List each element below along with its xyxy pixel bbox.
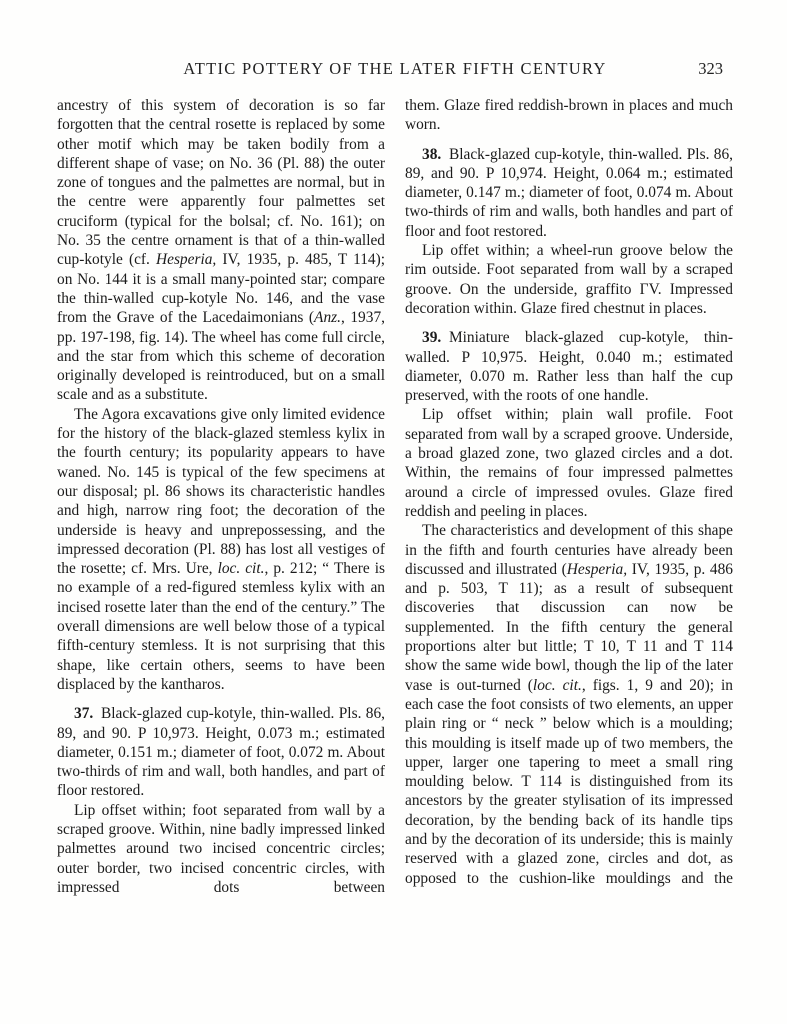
paragraph: [405, 405, 733, 521]
entry-number: 38.: [422, 145, 442, 163]
catalog-entry-38: [405, 145, 733, 241]
paragraph: [57, 405, 385, 694]
catalog-entry-37: [57, 704, 385, 800]
text-run: Lip offset within; plain wall profile. Foot separated from wall by a scraped groove. Underside, a broad glazed zone, two glazed circles and a dot. Within, the remains of four impressed palmettes around a circle of impressed ovules. Glaze fired reddish and peeling in places.: [405, 406, 733, 520]
paragraph: [57, 801, 385, 897]
citation-italic: loc. cit.: [217, 560, 265, 578]
text-run: them. Glaze fired reddish-brown in places and much worn.: [405, 97, 733, 134]
text-run: Lip offet within; a wheel-run groove below the rim outside. Foot separated from wall by a scraped groove. On the underside, graffito ΓV. Impressed decoration within. Glaze fired chestnut in places.: [405, 242, 733, 317]
column-left: [57, 96, 385, 897]
text-run: IV, 1935, p. 485, T 114); on No. 144 it is a small many-pointed star; compare the thin-walled cup-kotyle No. 146, and the vase from the Grave of the Lacedaimonians (: [57, 251, 385, 327]
citation-italic: Anz.: [314, 309, 341, 327]
entry-number: 39.: [422, 329, 442, 347]
paragraph: [405, 241, 733, 318]
text-run: , 1937, pp. 197-198, fig. 14). The wheel has come full circle, and the star from which this scheme of decoration originally developed is reintroduced, but on a small scale and as a substitute.: [57, 309, 385, 404]
column-right: [405, 96, 733, 897]
text-run: The Agora excavations give only limited evidence for the history of the black-glazed stemless kylix in the fourth century; its popularity appears to have waned. No. 145 is typical of the few specimens at our disposal; pl. 86 shows its characteristic handles and high, narrow ring foot; the decoration of the underside is heavy and unprepossessing, and the impressed decoration (Pl. 88) has lost all vestiges of the rosette; cf. Mrs. Ure,: [57, 405, 385, 578]
text-run: IV, 1935, p. 486 and p. 503, T 11); as a result of subsequent discoveries that discussion can now be supplemented. In the fifth century the general proportions alter but little; T 10, T 11 and T 114 show the same wide bowl, though the lip of the later vase is out-turned (: [405, 560, 733, 694]
paragraph: [405, 96, 733, 135]
text-columns: [0, 81, 787, 897]
catalog-entry-39: [405, 328, 733, 405]
text-run: Miniature black-glazed cup-kotyle, thin-walled. P 10,975. Height, 0.040 m.; estimated diameter, 0.070 m. Rather less than half the cup preserved, with the roots of one handle.: [405, 329, 733, 405]
text-run: ancestry of this system of decoration is so far forgotten that the central rosette is replaced by some other motif which may be taken bodily from a different shape of vase; on No. 36 (Pl. 88) the outer zone of tongues and the palmettes are normal, but in the centre were apparently four palmettes set cruciform (typical for the bolsal; cf. No. 161); on No. 35 the centre ornament is that of a thin-walled cup-kotyle (cf.: [57, 97, 385, 269]
citation-italic: Hesperia,: [156, 251, 217, 269]
page-number: 323: [698, 59, 723, 78]
paragraph: [57, 96, 385, 405]
citation-italic: Hesperia,: [566, 560, 628, 578]
paragraph: [405, 521, 733, 888]
text-run: Black-glazed cup-kotyle, thin-walled. Pls. 86, 89, and 90. P 10,974. Height, 0.064 m.; estimated diameter, 0.147 m.; diameter of foot, 0.074 m. About two-thirds of rim and walls, both handles and part of floor and foot restored.: [405, 145, 733, 240]
text-run: The characteristics and development of this shape in the fifth and fourth centuries have already been discussed and illustrated (: [405, 522, 733, 578]
text-run: , p. 212; “ There is no example of a red-figured stemless kylix with an incised rosette later than the end of the century.” The overall dimensions are well below those of a typical fifth-century stemless. It is not surprising that this shape, like certain others, seems to have been displaced by the kantharos.: [57, 560, 385, 693]
text-run: Lip offset within; foot separated from wall by a scraped groove. Within, nine badly impressed linked palmettes around two incised concentric circles; outer border, two incised concentric circles, with impressed dots between: [57, 801, 385, 896]
text-run: Black-glazed cup-kotyle, thin-walled. Pls. 86, 89, and 90. P 10,973. Height, 0.073 m.; estimated diameter, 0.151 m.; diameter of foot, 0.072 m. About two-thirds of rim and wall, both handles, and part of floor restored.: [57, 705, 385, 800]
citation-italic: loc. cit.: [532, 676, 582, 694]
running-title: ATTIC POTTERY OF THE LATER FIFTH CENTURY: [183, 59, 607, 78]
text-run: , figs. 1, 9 and 20); in each case the foot consists of two elements, an upper plain ring or “ neck ” below which is a moulding; this moulding is itself made up of two members, the upper, larger one tapering to meet a small ring moulding below. T 114 is distinguished from its ancestors by the greater stylisation of its impressed decoration, by the bending back of its handle tips and by the decoration of its underside; this is mainly reserved with a glazed zone, circles and dot, as opposed to the cushion-like mouldings and the: [405, 676, 733, 887]
page-header: [57, 59, 733, 81]
entry-number: 37.: [74, 705, 94, 723]
